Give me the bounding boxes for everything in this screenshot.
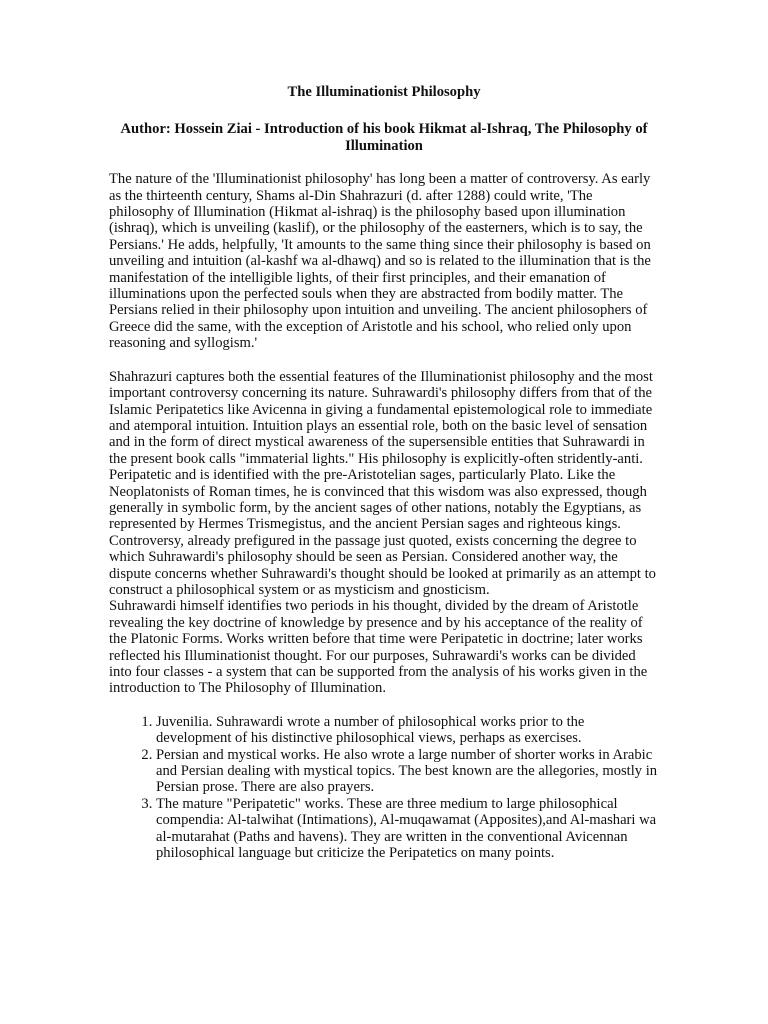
works-list bbox=[109, 714, 659, 862]
paragraph-intro: The nature of the 'Illuminationist philosophy' has long been a matter of controversy. As early as the thirteenth century, Shams al-Din Shahrazuri (d. after 1288) could write, 'The philosophy of Illumination (Hikmat al-ishraq) is the philosophy based upon illumination (ishraq), which is unveiling (kaslif), or the philosophy of the easterners, which is to say, the Persians.' He adds, helpfully, 'It amounts to the same thing since their philosophy is based on unveiling and intuition (al-kashf wa al-dhawq) and so is related to the illumination that is the manifestation of the intelligible lights, of their first principles, and their emanation of illuminations upon the perfected souls when they are abstracted from bodily matter. The Persians relied in their philosophy upon intuition and unveiling. The ancient philosophers of Greece did the same, with the exception of Aristotle and his school, who relied only upon reasoning and syllogism.' bbox=[109, 171, 651, 352]
document-page bbox=[109, 84, 659, 861]
paragraph-shahrazuri: Shahrazuri captures both the essential features of the Illuminationist philosophy and the most important controversy concerning its nature. Suhrawardi's philosophy differs from that of the Islamic Peripatetics like Avicenna in giving a fundamental epistemological role to immediate and atemporal intuition. Intuition plays an essential role, both on the basic level of sensation and in the form of direct mystical awareness of the supersensible entities that Suhrawardi in the present book calls "immaterial lights." His philosophy is explicitly-often stridently-anti. Peripatetic and is identified with the pre-Aristotelian sages, particularly Plato. Like the Neoplatonists of Roman times, he is convinced that this wisdom was also expressed, though generally in symbolic form, by the ancient sages of other nations, notably the Egyptians, as represented by Hermes Trismegistus, and the ancient Persian sages and righteous kings. Controversy, already prefigured in the passage just quoted, exists concerning the degree to which Suhrawardi's philosophy should be seen as Persian. Considered another way, the dispute concerns whether Suhrawardi's thought should be looked at primarily as an attempt to construct a philosophical system or as mysticism and gnosticism. bbox=[109, 368, 656, 598]
document-title: The Illuminationist Philosophy bbox=[287, 84, 481, 100]
document-subtitle: Author: Hossein Ziai - Introduction of his book Hikmat al-Ishraq, The Philosophy of Illumination bbox=[120, 121, 648, 154]
list-item: 3. The mature "Peripatetic" works. These are three medium to large philosophical compendia: Al-talwihat (Intimations), Al-muqawamat (Apposites),and Al-mashari wa al-mutarahat (Paths and havens). They are written in the conventional Avicennan philosophical language but criticize the Peripatetics on many points. bbox=[156, 796, 659, 862]
paragraph-gap bbox=[109, 352, 659, 369]
list-item: 2. Persian and mystical works. He also wrote a large number of shorter works in Arabic and Persian dealing with mystical topics. The best known are the allegories, mostly in Persian prose. There are also prayers. bbox=[156, 747, 659, 796]
list-item: 1. Juvenilia. Suhrawardi wrote a number of philosophical works prior to the development of his distinctive philosophical views, perhaps as exercises. bbox=[156, 714, 659, 747]
paragraph-periods: Suhrawardi himself identifies two periods in his thought, divided by the dream of Aristotle revealing the key doctrine of knowledge by presence and by his acceptance of the reality of the Platonic Forms. Works written before that time were Peripatetic in doctrine; later works reflected his Illuminationist thought. For our purposes, Suhrawardi's works can be divided into four classes - a system that can be supported from the analysis of his works given in the introduction to The Philosophy of Illumination. bbox=[109, 598, 648, 697]
